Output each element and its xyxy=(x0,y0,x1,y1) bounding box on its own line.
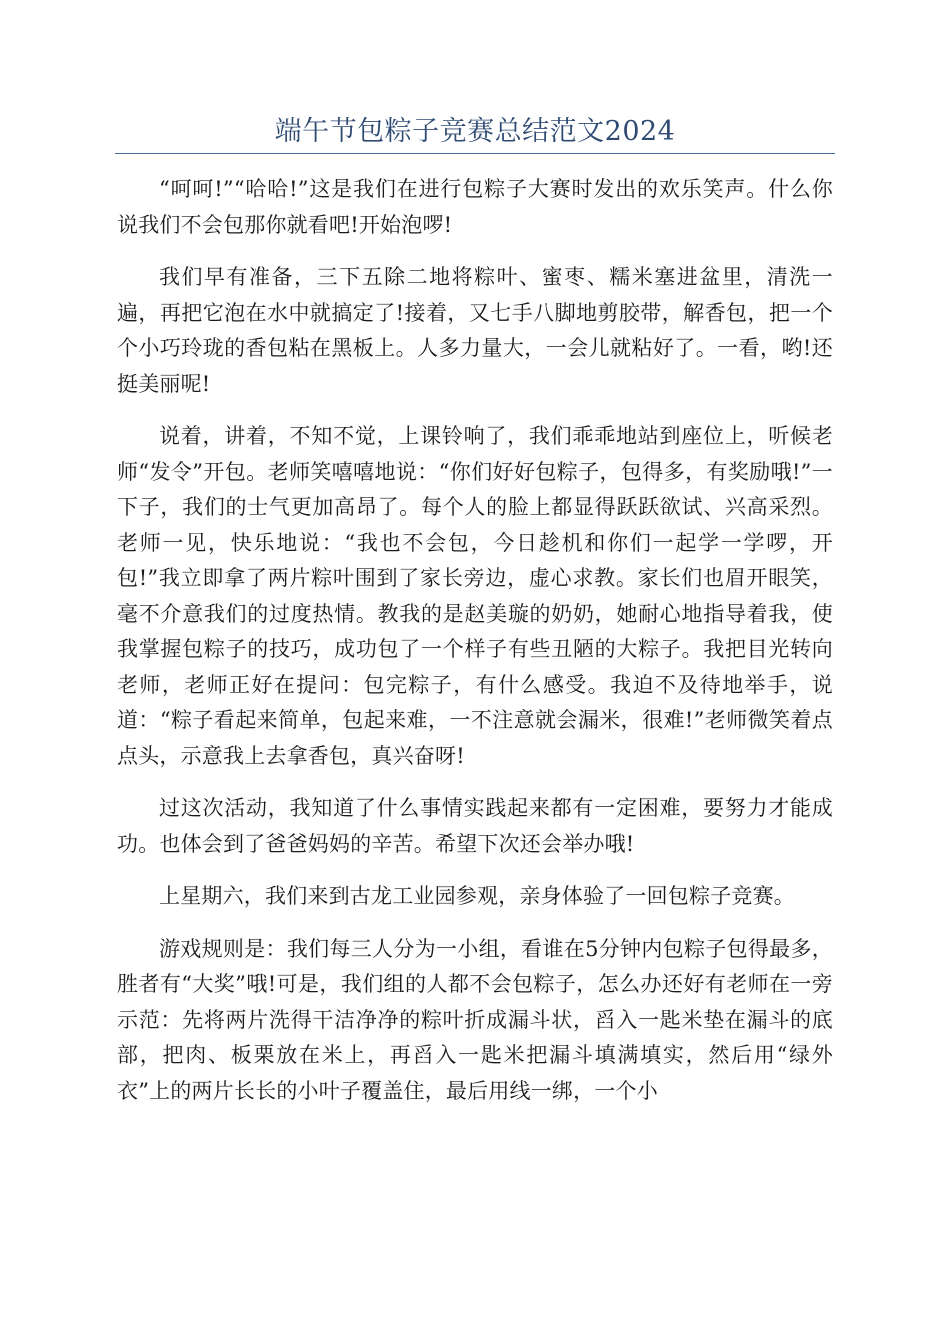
paragraph-3: 说着，讲着，不知不觉，上课铃响了，我们乖乖地站到座位上，听候老师“发令”开包。老师笑嘻嘻地说：“你们好好包粽子，包得多，有奖励哦!”一下子，我们的士气更加高昂了。每个人的脸上都显得跃跃欲试、兴高采烈。老师一见，快乐地说：“我也不会包，今日趁机和你们一起学一学啰，开包!”我立即拿了两片粽叶围到了家长旁边，虚心求教。家长们也眉开眼笑，毫不介意我们的过度热情。教我的是赵美璇的奶奶，她耐心地指导着我，使我掌握包粽子的技巧，成功包了一个样子有些丑陋的大粽子。我把目光转向老师，老师正好在提问：包完粽子，有什么感受。我迫不及待地举手，说道：“粽子看起来简单，包起来难，一不注意就会漏米，很难!”老师微笑着点点头，示意我上去拿香包，真兴奋呀! xyxy=(117,424,833,768)
paragraph-1: “呵呵!”“哈哈!”这是我们在进行包粽子大赛时发出的欢乐笑声。什么你说我们不会包那你就看吧!开始泡啰! xyxy=(117,177,833,237)
paragraph-4: 过这次活动，我知道了什么事情实践起来都有一定困难，要努力才能成功。也体会到了爸爸妈妈的辛苦。希望下次还会举办哦! xyxy=(117,796,833,856)
paragraph-2: 我们早有准备，三下五除二地将粽叶、蜜枣、糯米塞进盆里，清洗一遍，再把它泡在水中就搞定了!接着，又七手八脚地剪胶带，解香包，把一个个小巧玲珑的香包粘在黑板上。人多力量大，一会儿就粘好了。一看，哟!还挺美丽呢! xyxy=(117,265,833,396)
document-body xyxy=(117,172,833,1126)
paragraph-6: 游戏规则是：我们每三人分为一小组，看谁在5分钟内包粽子包得最多，胜者有“大奖”哦!可是，我们组的人都不会包粽子，怎么办还好有老师在一旁示范：先将两片洗得干洁净净的粽叶折成漏斗状，舀入一匙米垫在漏斗的底部，把肉、板栗放在米上，再舀入一匙米把漏斗填满填实，然后用“绿外衣”上的两片长长的小叶子覆盖住，最后用线一绑，一个小 xyxy=(117,936,833,1103)
title-underline xyxy=(115,153,835,154)
document-title: 端午节包粽子竞赛总结范文2024 xyxy=(274,116,676,147)
paragraph-5: 上星期六，我们来到古龙工业园参观，亲身体验了一回包粽子竞赛。 xyxy=(159,884,795,908)
